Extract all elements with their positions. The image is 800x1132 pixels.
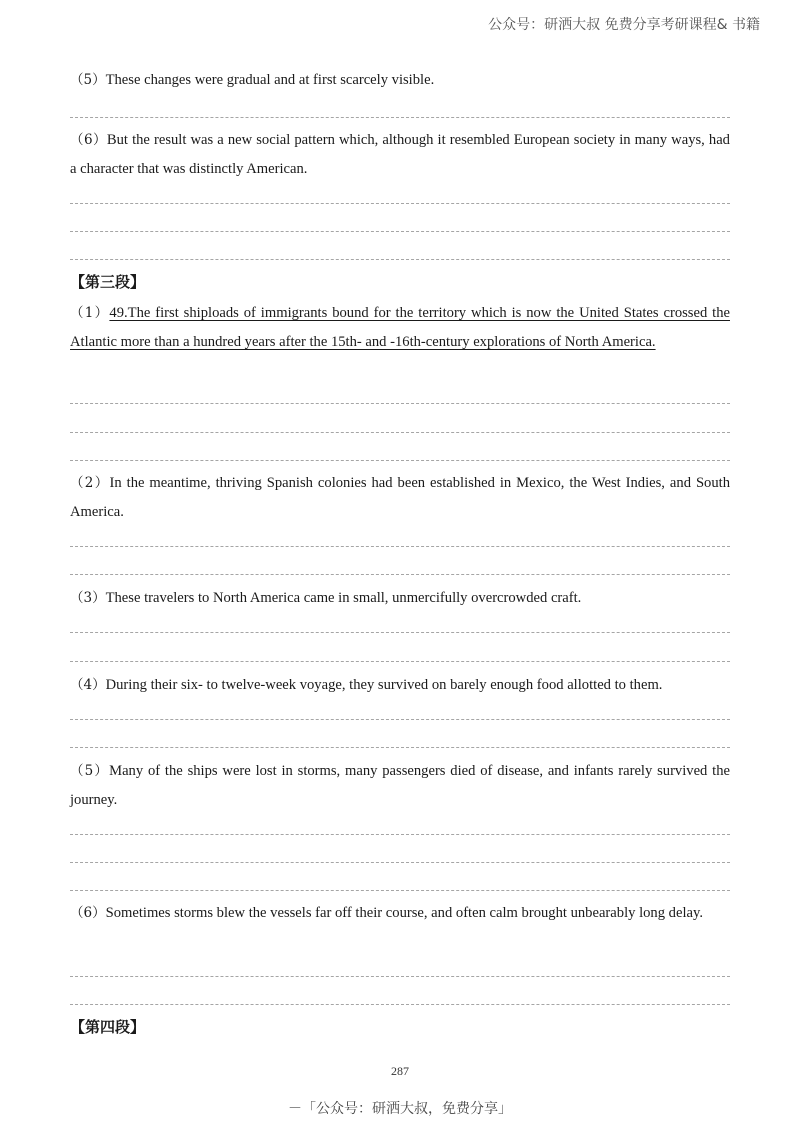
- footer-note: －「公众号：研洒大叔，免费分享」: [288, 1101, 512, 1117]
- answer-line[interactable]: [70, 862, 730, 863]
- sentence-text: 49.The first shiploads of immigrants bound for the territory which is now the United States crossed the Atlantic more than a hundred years after the 15th- and -16th-century explorations of North America.: [70, 305, 730, 350]
- answer-line[interactable]: [70, 460, 730, 461]
- sentence-number: （5）: [70, 763, 110, 779]
- sentence-text: Sometimes storms blew the vessels far off their course, and often calm brought unbearably long delay.: [105, 905, 703, 921]
- answer-line[interactable]: [70, 117, 730, 118]
- answer-line[interactable]: [70, 432, 730, 433]
- answer-line[interactable]: [70, 719, 730, 720]
- answer-line[interactable]: [70, 203, 730, 204]
- sentence-2-5: [70, 66, 730, 95]
- sentence-number: （3）: [70, 590, 106, 606]
- sentence-text: These travelers to North America came in small, unmercifully overcrowded craft.: [105, 590, 582, 606]
- answer-line[interactable]: [70, 231, 730, 232]
- section-3-heading: 【第三段】: [70, 273, 146, 291]
- sentence-number: （4）: [70, 677, 106, 693]
- sentence-2-6: [70, 126, 730, 184]
- sentence-3-2: [70, 469, 730, 527]
- sentence-3-1: [70, 299, 730, 357]
- answer-line[interactable]: [70, 890, 730, 891]
- sentence-text: In the meantime, thriving Spanish colonies had been established in Mexico, the West Indies, and South America.: [70, 475, 731, 520]
- answer-line[interactable]: [70, 976, 730, 977]
- answer-line[interactable]: [70, 834, 730, 835]
- sentence-text: These changes were gradual and at first scarcely visible.: [105, 72, 435, 88]
- sentence-text: During their six- to twelve-week voyage, they survived on barely enough food allotted to them.: [105, 677, 663, 693]
- sentence-number: （6）: [70, 132, 107, 148]
- header-watermark: 公众号：研洒大叔 免费分享考研课程& 书籍: [488, 17, 760, 33]
- sentence-number: （1）: [70, 305, 110, 321]
- sentence-3-6: [70, 899, 730, 928]
- answer-line[interactable]: [70, 661, 730, 662]
- sentence-number: （6）: [70, 905, 106, 921]
- sentence-number: （2）: [70, 475, 110, 491]
- sentence-3-3: [70, 584, 730, 613]
- answer-line[interactable]: [70, 747, 730, 748]
- section-4-heading: 【第四段】: [70, 1018, 146, 1036]
- sentence-3-5: [70, 757, 730, 815]
- sentence-text: But the result was a new social pattern which, although it resembled European society in many ways, had a character that was distinctly American.: [70, 132, 730, 177]
- sentence-number: （5）: [70, 72, 106, 88]
- answer-line[interactable]: [70, 574, 730, 575]
- answer-line[interactable]: [70, 1004, 730, 1005]
- sentence-3-4: [70, 671, 730, 700]
- answer-line[interactable]: [70, 403, 730, 404]
- answer-line[interactable]: [70, 259, 730, 260]
- answer-line[interactable]: [70, 546, 730, 547]
- page-number: 287: [391, 1064, 409, 1078]
- sentence-text: Many of the ships were lost in storms, many passengers died of disease, and infants rarely survived the journey.: [70, 763, 730, 808]
- answer-line[interactable]: [70, 632, 730, 633]
